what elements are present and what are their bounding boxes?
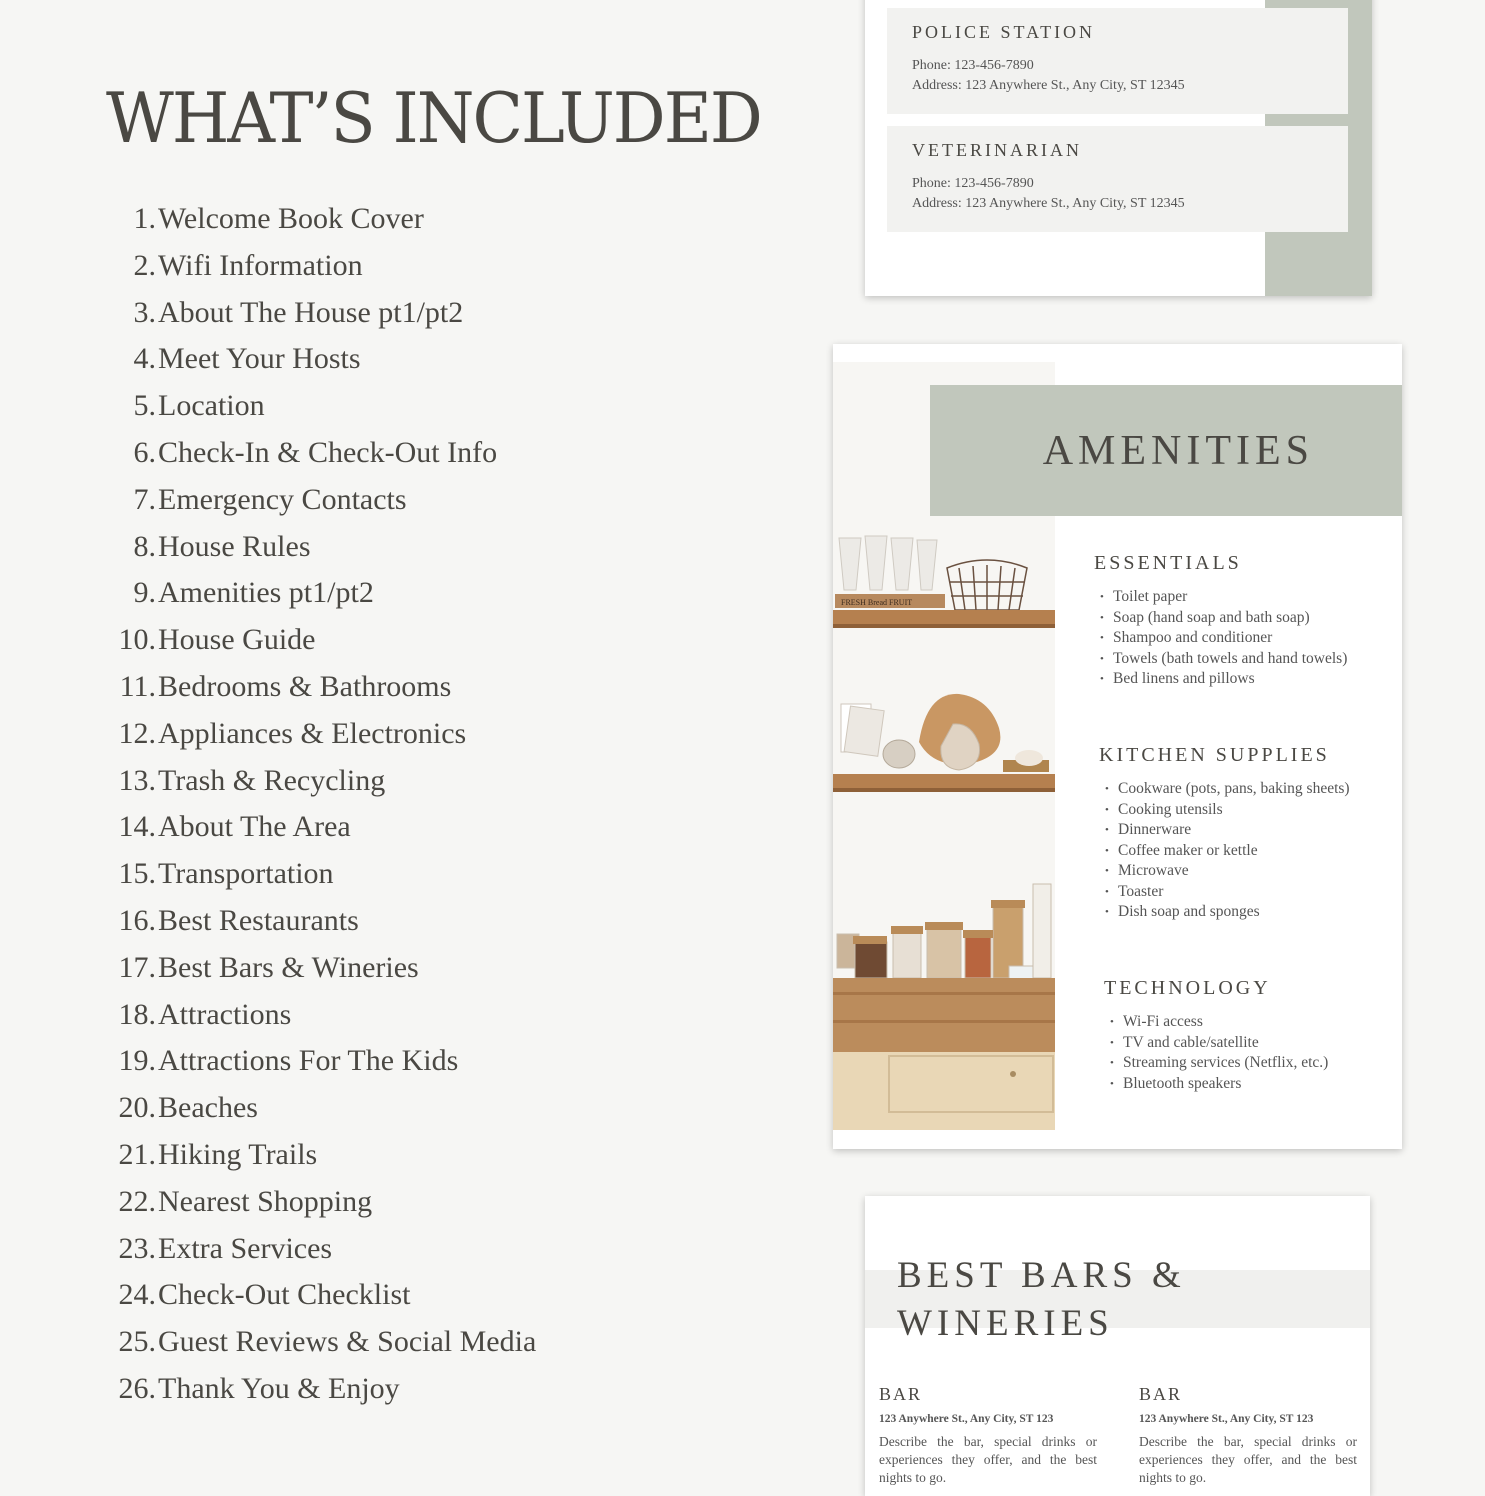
list-item: • Towels (bath towels and hand towels) [1100,649,1358,670]
list-item: • Bed linens and pillows [1100,669,1358,690]
item-number: 26. [118,1371,156,1405]
title-line: BEST BARS & [897,1255,1186,1296]
bars-title [897,1252,1186,1348]
list-item: • Toaster [1105,882,1361,903]
item-number: 24. [118,1278,156,1312]
list-item: • Streaming services (Netflix, etc.) [1110,1053,1380,1074]
item-text: Hiking Trails [158,1137,318,1171]
list-item: • Cookware (pots, pans, baking sheets) [1105,779,1361,800]
bar-address: 123 Anywhere St., Any City, ST 123 [879,1413,1054,1425]
technology-list [1110,1012,1380,1094]
item-text: House Guide [158,623,316,657]
item-number: 18. [118,997,156,1031]
title-line: WINERIES [897,1303,1114,1344]
item-number: 20. [118,1091,156,1125]
item-text: Meet Your Hosts [158,342,361,376]
essentials-list [1100,587,1358,690]
contact-phone: Phone: 123-456-7890 [912,58,1034,73]
list-item: • Bluetooth speakers [1110,1074,1380,1095]
item-text: Amenities pt1/pt2 [158,576,374,610]
contact-card-veterinarian [887,126,1348,232]
list-item: • Dinnerware [1105,820,1361,841]
item-text: Attractions [158,997,292,1031]
title-band [930,385,1402,516]
item-text: Beaches [158,1091,258,1125]
item-number: 8. [133,529,156,563]
item-number: 10. [118,623,156,657]
bar-entry [879,1384,1097,1487]
item-text: Best Restaurants [158,903,359,937]
item-text: Emergency Contacts [158,482,407,516]
item-text: Thank You & Enjoy [158,1371,400,1405]
list-item: • Dish soap and sponges [1105,902,1361,923]
item-number: 12. [118,716,156,750]
page-title: WHAT’S INCLUDED [106,78,761,159]
bar-description: Describe the bar, special drinks or experiences they offer, and the best nights to go. [879,1434,1097,1485]
list-item: • Microwave [1105,861,1361,882]
item-text: Check-Out Checklist [158,1278,411,1312]
bar-entry [1139,1384,1357,1487]
item-number: 16. [118,903,156,937]
item-number: 15. [118,857,156,891]
amenities-title: AMENITIES [1042,428,1314,474]
item-text: Bedrooms & Bathrooms [158,669,452,703]
contact-address: Address: 123 Anywhere St., Any City, ST 12345 [912,196,1185,211]
bar-address: 123 Anywhere St., Any City, ST 123 [1139,1413,1314,1425]
item-text: Guest Reviews & Social Media [158,1325,537,1359]
item-number: 19. [118,1044,156,1078]
item-text: Check-In & Check-Out Info [158,435,498,469]
contact-title: VETERINARIAN [912,140,1082,160]
kitchen-supplies-list [1105,779,1361,923]
item-number: 9. [133,576,156,610]
item-number: 13. [118,763,156,797]
item-number: 22. [118,1184,156,1218]
list-item: • Cooking utensils [1105,800,1361,821]
item-text: Location [158,389,265,423]
emergency-contacts-page-preview [865,0,1372,296]
item-number: 21. [118,1137,156,1171]
contact-phone: Phone: 123-456-7890 [912,176,1034,191]
essentials-heading: ESSENTIALS [1094,552,1242,574]
list-item: • TV and cable/satellite [1110,1033,1380,1054]
bar-description: Describe the bar, special drinks or experiences they offer, and the best nights to go. [1139,1434,1357,1485]
contact-address: Address: 123 Anywhere St., Any City, ST 12345 [912,78,1185,93]
item-text: Welcome Book Cover [158,202,424,235]
item-number: 17. [118,950,156,984]
list-item: • Toilet paper [1100,587,1358,608]
cutting-board-lettering: FRESH Bread FRUIT [841,598,913,607]
item-text: Extra Services [158,1231,333,1265]
item-text: About The House pt1/pt2 [158,295,464,329]
item-number: 7. [133,482,156,516]
item-number: 4. [133,342,156,376]
amenities-page-preview [833,344,1402,1149]
item-text: Attractions For The Kids [158,1044,459,1078]
contact-title: POLICE STATION [912,22,1096,42]
item-number: 23. [118,1231,156,1265]
list-item: • Shampoo and conditioner [1100,628,1358,649]
item-number: 2. [133,248,156,282]
bar-name: BAR [1139,1384,1183,1404]
item-number: 1. [133,202,156,235]
kitchen-supplies-heading: KITCHEN SUPPLIES [1099,744,1330,766]
item-text: About The Area [158,810,351,844]
item-text: Trash & Recycling [158,763,386,797]
item-number: 6. [133,435,156,469]
list-item: • Coffee maker or kettle [1105,841,1361,862]
item-number: 11. [119,669,156,703]
item-number: 3. [133,295,156,329]
contact-card-police [887,8,1348,114]
item-text: Nearest Shopping [158,1184,373,1218]
item-text: Transportation [158,857,334,891]
item-number: 14. [118,810,156,844]
list-item: • Wi-Fi access [1110,1012,1380,1033]
item-number: 5. [133,389,156,423]
item-text: Appliances & Electronics [158,716,467,750]
item-text: House Rules [158,529,311,563]
list-item: • Soap (hand soap and bath soap) [1100,608,1358,629]
bar-name: BAR [879,1384,923,1404]
item-number: 25. [118,1325,156,1359]
bars-wineries-page-preview [865,1196,1370,1496]
item-text: Best Bars & Wineries [158,950,419,984]
technology-heading: TECHNOLOGY [1104,977,1271,999]
item-text: Wifi Information [158,248,363,282]
